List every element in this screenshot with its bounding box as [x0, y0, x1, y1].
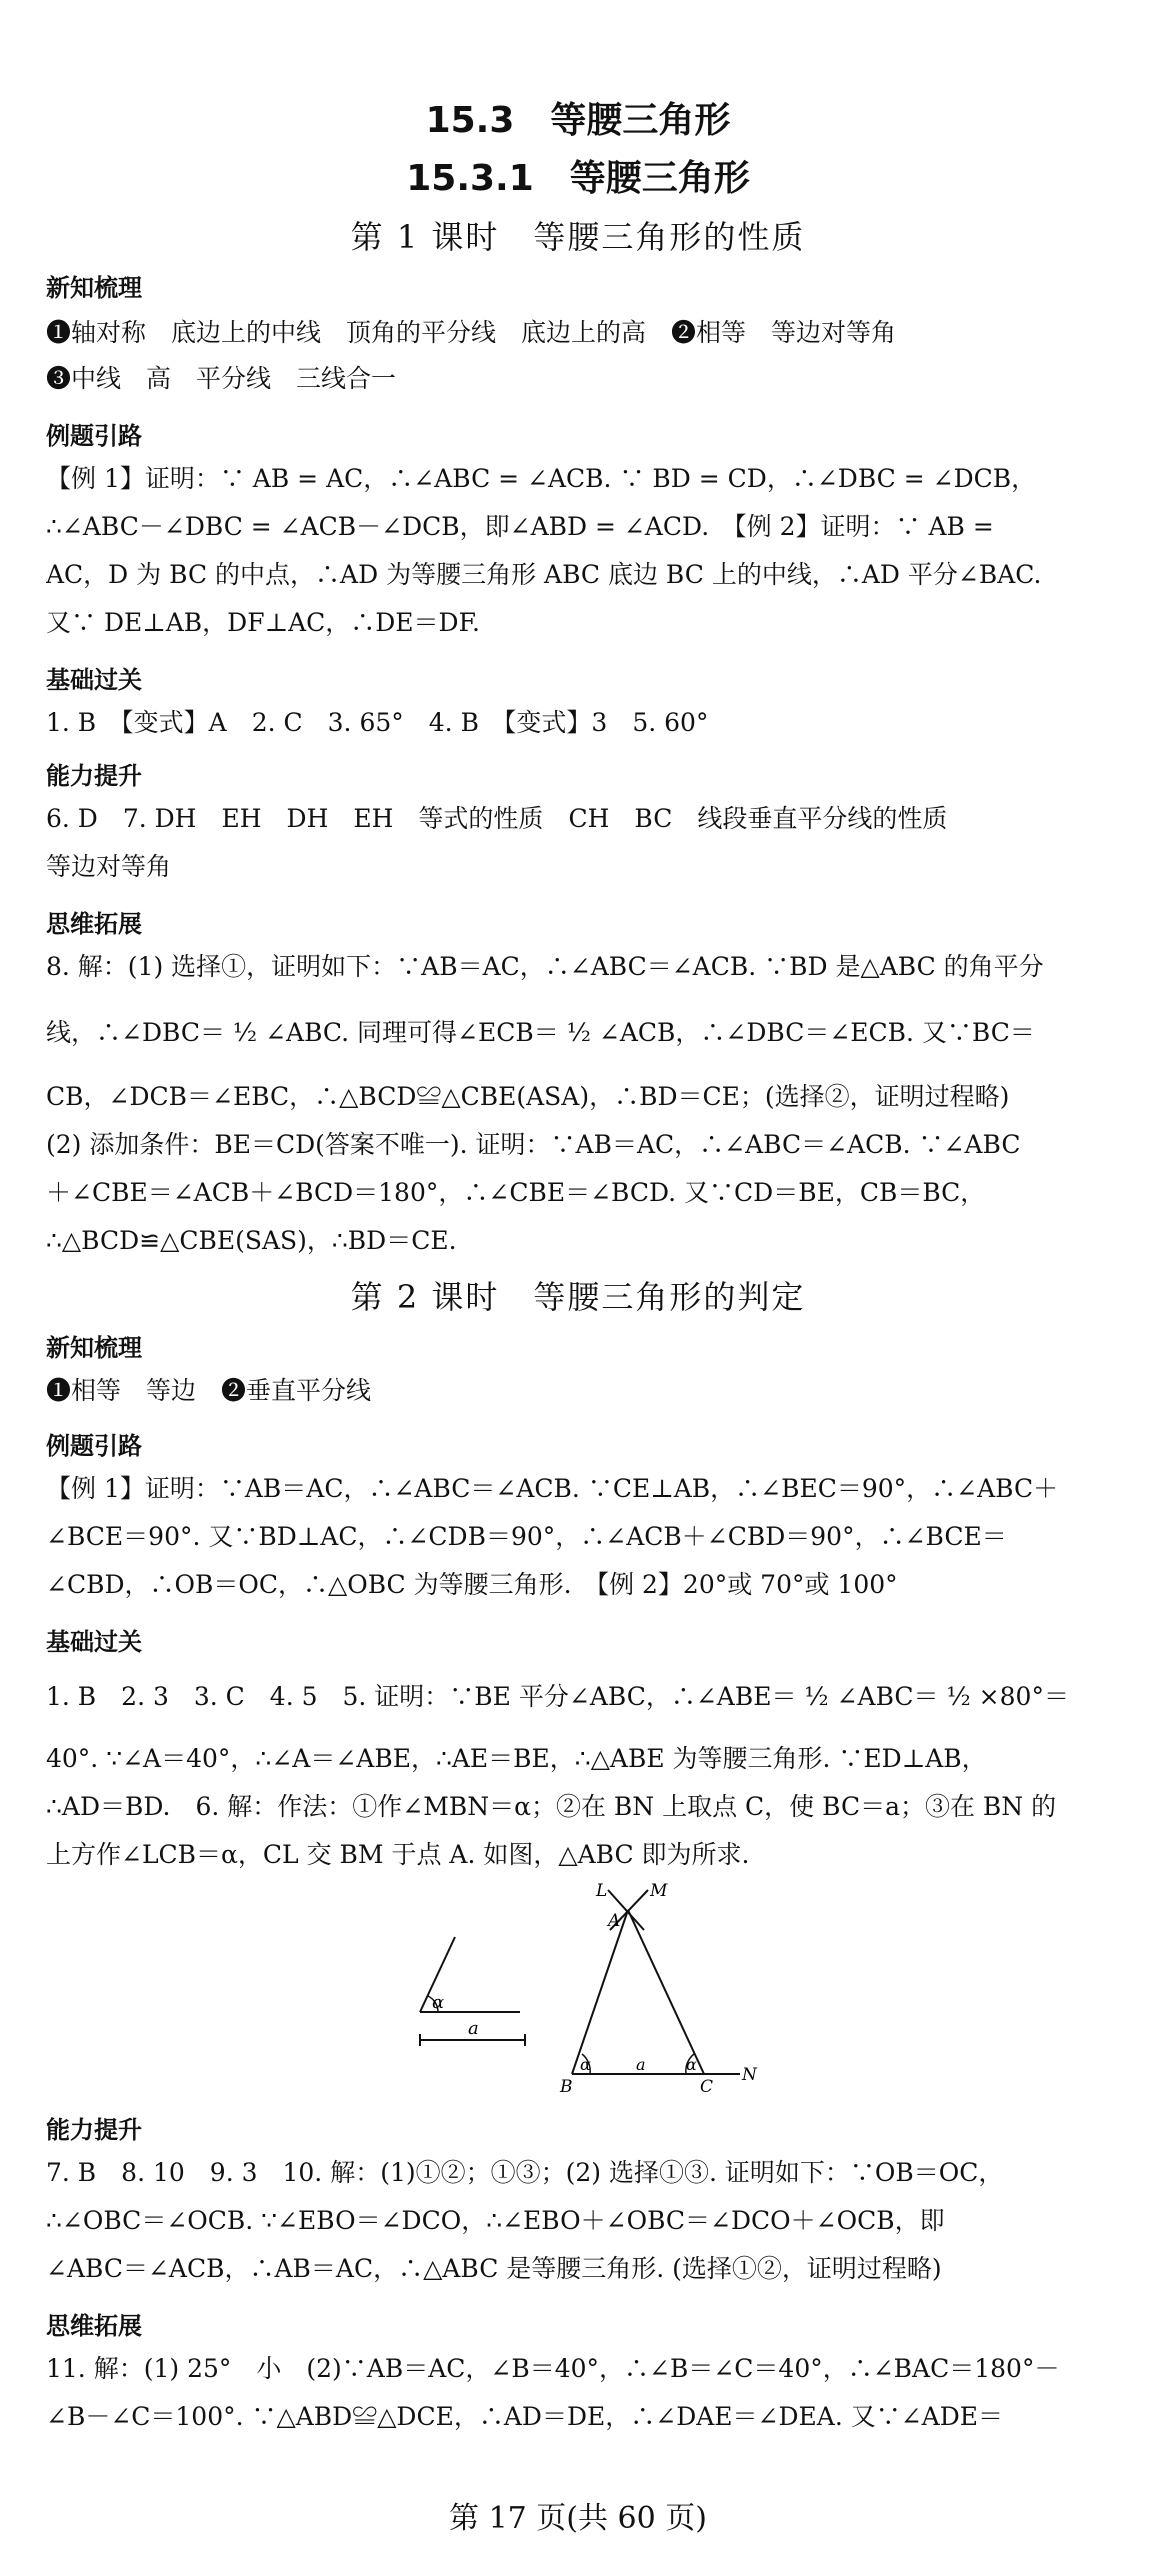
- text-line: ∴AD＝BD. 6. 解：作法：①作∠MBN＝α；②在 BN 上取点 C，使 BC＝a；③在 BN 的: [46, 1792, 1057, 1821]
- text-line: 8. 解：(1) 选择①，证明如下：∵AB＝AC，∴∠ABC＝∠ACB. ∵BD 是△ABC 的角平分: [46, 952, 1044, 981]
- text-line: 6. D 7. DH EH DH EH 等式的性质 CH BC 线段垂直平分线的性质: [46, 804, 948, 833]
- point-c-label: C: [700, 2077, 714, 2097]
- segment-a-label: a: [468, 2018, 479, 2039]
- point-b-label: B: [560, 2077, 573, 2097]
- text-line: ∠CBD，∴OB＝OC，∴△OBC 为等腰三角形. 【例 2】20°或 70°或 100°: [46, 1570, 898, 1599]
- point-l-label: L: [596, 1882, 608, 1901]
- text-line: 又∵ DE⊥AB，DF⊥AC，∴DE＝DF.: [46, 608, 480, 637]
- side-ac: [628, 1910, 704, 2074]
- heading-liti-1: 例题引路: [46, 422, 142, 450]
- lesson-2-title: 第 2 课时 等腰三角形的判定: [350, 1278, 806, 1316]
- page-footer: 第 17 页(共 60 页): [449, 2501, 707, 2536]
- heading-nengli-2: 能力提升: [46, 2116, 142, 2144]
- text-line: ∠B－∠C＝100°. ∵△ABD≌△DCE，∴AD＝DE，∴∠DAE＝∠DEA. 又∵∠ADE＝: [46, 2402, 1004, 2431]
- heading-xinzhi-2: 新知梳理: [46, 1334, 142, 1362]
- text-line: ∴∠OBC＝∠OCB. ∵∠EBO＝∠DCO，∴∠EBO＋∠OBC＝∠DCO＋∠OCB，即: [46, 2206, 945, 2235]
- text-line: 等边对等角: [46, 852, 172, 881]
- text-line: ❶轴对称 底边上的中线 顶角的平分线 底边上的高 ❷相等 等边对等角: [46, 318, 897, 347]
- alpha-b-label: α: [580, 2055, 591, 2074]
- point-n-label: N: [742, 2065, 757, 2085]
- text-line: ＋∠CBE＝∠ACB＋∠BCD＝180°，∴∠CBE＝∠BCD. 又∵CD＝BE，CB＝BC，: [46, 1178, 986, 1207]
- point-a-label: A: [608, 1911, 621, 1931]
- subsection-title: 15.3.1 等腰三角形: [406, 158, 750, 199]
- text-line: 【例 1】证明：∵AB＝AC，∴∠ABC＝∠ACB. ∵CE⊥AB，∴∠BEC＝90°，∴∠ABC＋: [46, 1474, 1059, 1503]
- text-line: (2) 添加条件：BE＝CD(答案不唯一). 证明：∵AB＝AC，∴∠ABC＝∠ACB. ∵∠ABC: [46, 1130, 1021, 1159]
- lesson-1-title: 第 1 课时 等腰三角形的性质: [350, 218, 806, 256]
- text-line: 1. B 【变式】A 2. C 3. 65° 4. B 【变式】3 5. 60°: [46, 708, 709, 737]
- heading-jichu-1: 基础过关: [46, 666, 142, 694]
- heading-siwei-1: 思维拓展: [46, 910, 142, 938]
- side-ab: [572, 1910, 628, 2074]
- text-line: ∴∠ABC－∠DBC = ∠ACB－∠DCB，即∠ABD = ∠ACD. 【例 2】证明：∵ AB =: [46, 512, 994, 541]
- text-line: ∴△BCD≌△CBE(SAS)，∴BD＝CE.: [46, 1226, 457, 1255]
- alpha-label: α: [432, 1992, 445, 2013]
- heading-jichu-2: 基础过关: [46, 1628, 142, 1656]
- text-line: ❸中线 高 平分线 三线合一: [46, 364, 397, 393]
- text-line: ∠ABC＝∠ACB，∴AB＝AC，∴△ABC 是等腰三角形. (选择①②，证明过程略): [46, 2254, 942, 2283]
- construction-figure: [400, 1882, 780, 2102]
- text-line: 40°. ∵∠A＝40°，∴∠A＝∠ABE，∴AE＝BE，∴△ABE 为等腰三角形. ∵ED⊥AB，: [46, 1744, 987, 1773]
- text-line: AC，D 为 BC 的中点，∴AD 为等腰三角形 ABC 底边 BC 上的中线，∴AD 平分∠BAC.: [46, 560, 1042, 589]
- text-line: ∠BCE＝90°. 又∵BD⊥AC，∴∠CDB＝90°，∴∠ACB＋∠CBD＝90°，∴∠BCE＝: [46, 1522, 1007, 1551]
- text-line: 11. 解：(1) 25° 小 (2)∵AB＝AC，∠B＝40°，∴∠B＝∠C＝40°，∴∠BAC＝180°－: [46, 2354, 1060, 2383]
- text-line: 7. B 8. 10 9. 3 10. 解：(1)①②；①③；(2) 选择①③. 证明如下：∵OB＝OC，: [46, 2158, 1004, 2187]
- heading-liti-2: 例题引路: [46, 1432, 142, 1460]
- heading-xinzhi-1: 新知梳理: [46, 274, 142, 302]
- point-m-label: M: [650, 1882, 668, 1901]
- section-title: 15.3 等腰三角形: [425, 100, 731, 141]
- side-a-label: a: [636, 2055, 646, 2074]
- text-line: CB，∠DCB＝∠EBC，∴△BCD≌△CBE(ASA)，∴BD＝CE；(选择②，证明过程略): [46, 1082, 1010, 1111]
- alpha-c-label: α: [686, 2055, 697, 2074]
- text-line: 【例 1】证明：∵ AB = AC，∴∠ABC = ∠ACB. ∵ BD = CD，∴∠DBC = ∠DCB，: [46, 464, 1037, 493]
- heading-nengli-1: 能力提升: [46, 762, 142, 790]
- heading-siwei-2: 思维拓展: [46, 2312, 142, 2340]
- text-line: ❶相等 等边 ❷垂直平分线: [46, 1376, 372, 1405]
- text-line: 上方作∠LCB＝α，CL 交 BM 于点 A. 如图，△ABC 即为所求.: [46, 1840, 750, 1869]
- text-line: 1. B 2. 3 3. C 4. 5 5. 证明：∵BE 平分∠ABC，∴∠ABE＝ ½ ∠ABC＝ ½ ×80°＝: [46, 1682, 1069, 1711]
- text-line: 线，∴∠DBC＝ ½ ∠ABC. 同理可得∠ECB＝ ½ ∠ACB，∴∠DBC＝∠ECB. 又∵BC＝: [46, 1018, 1035, 1047]
